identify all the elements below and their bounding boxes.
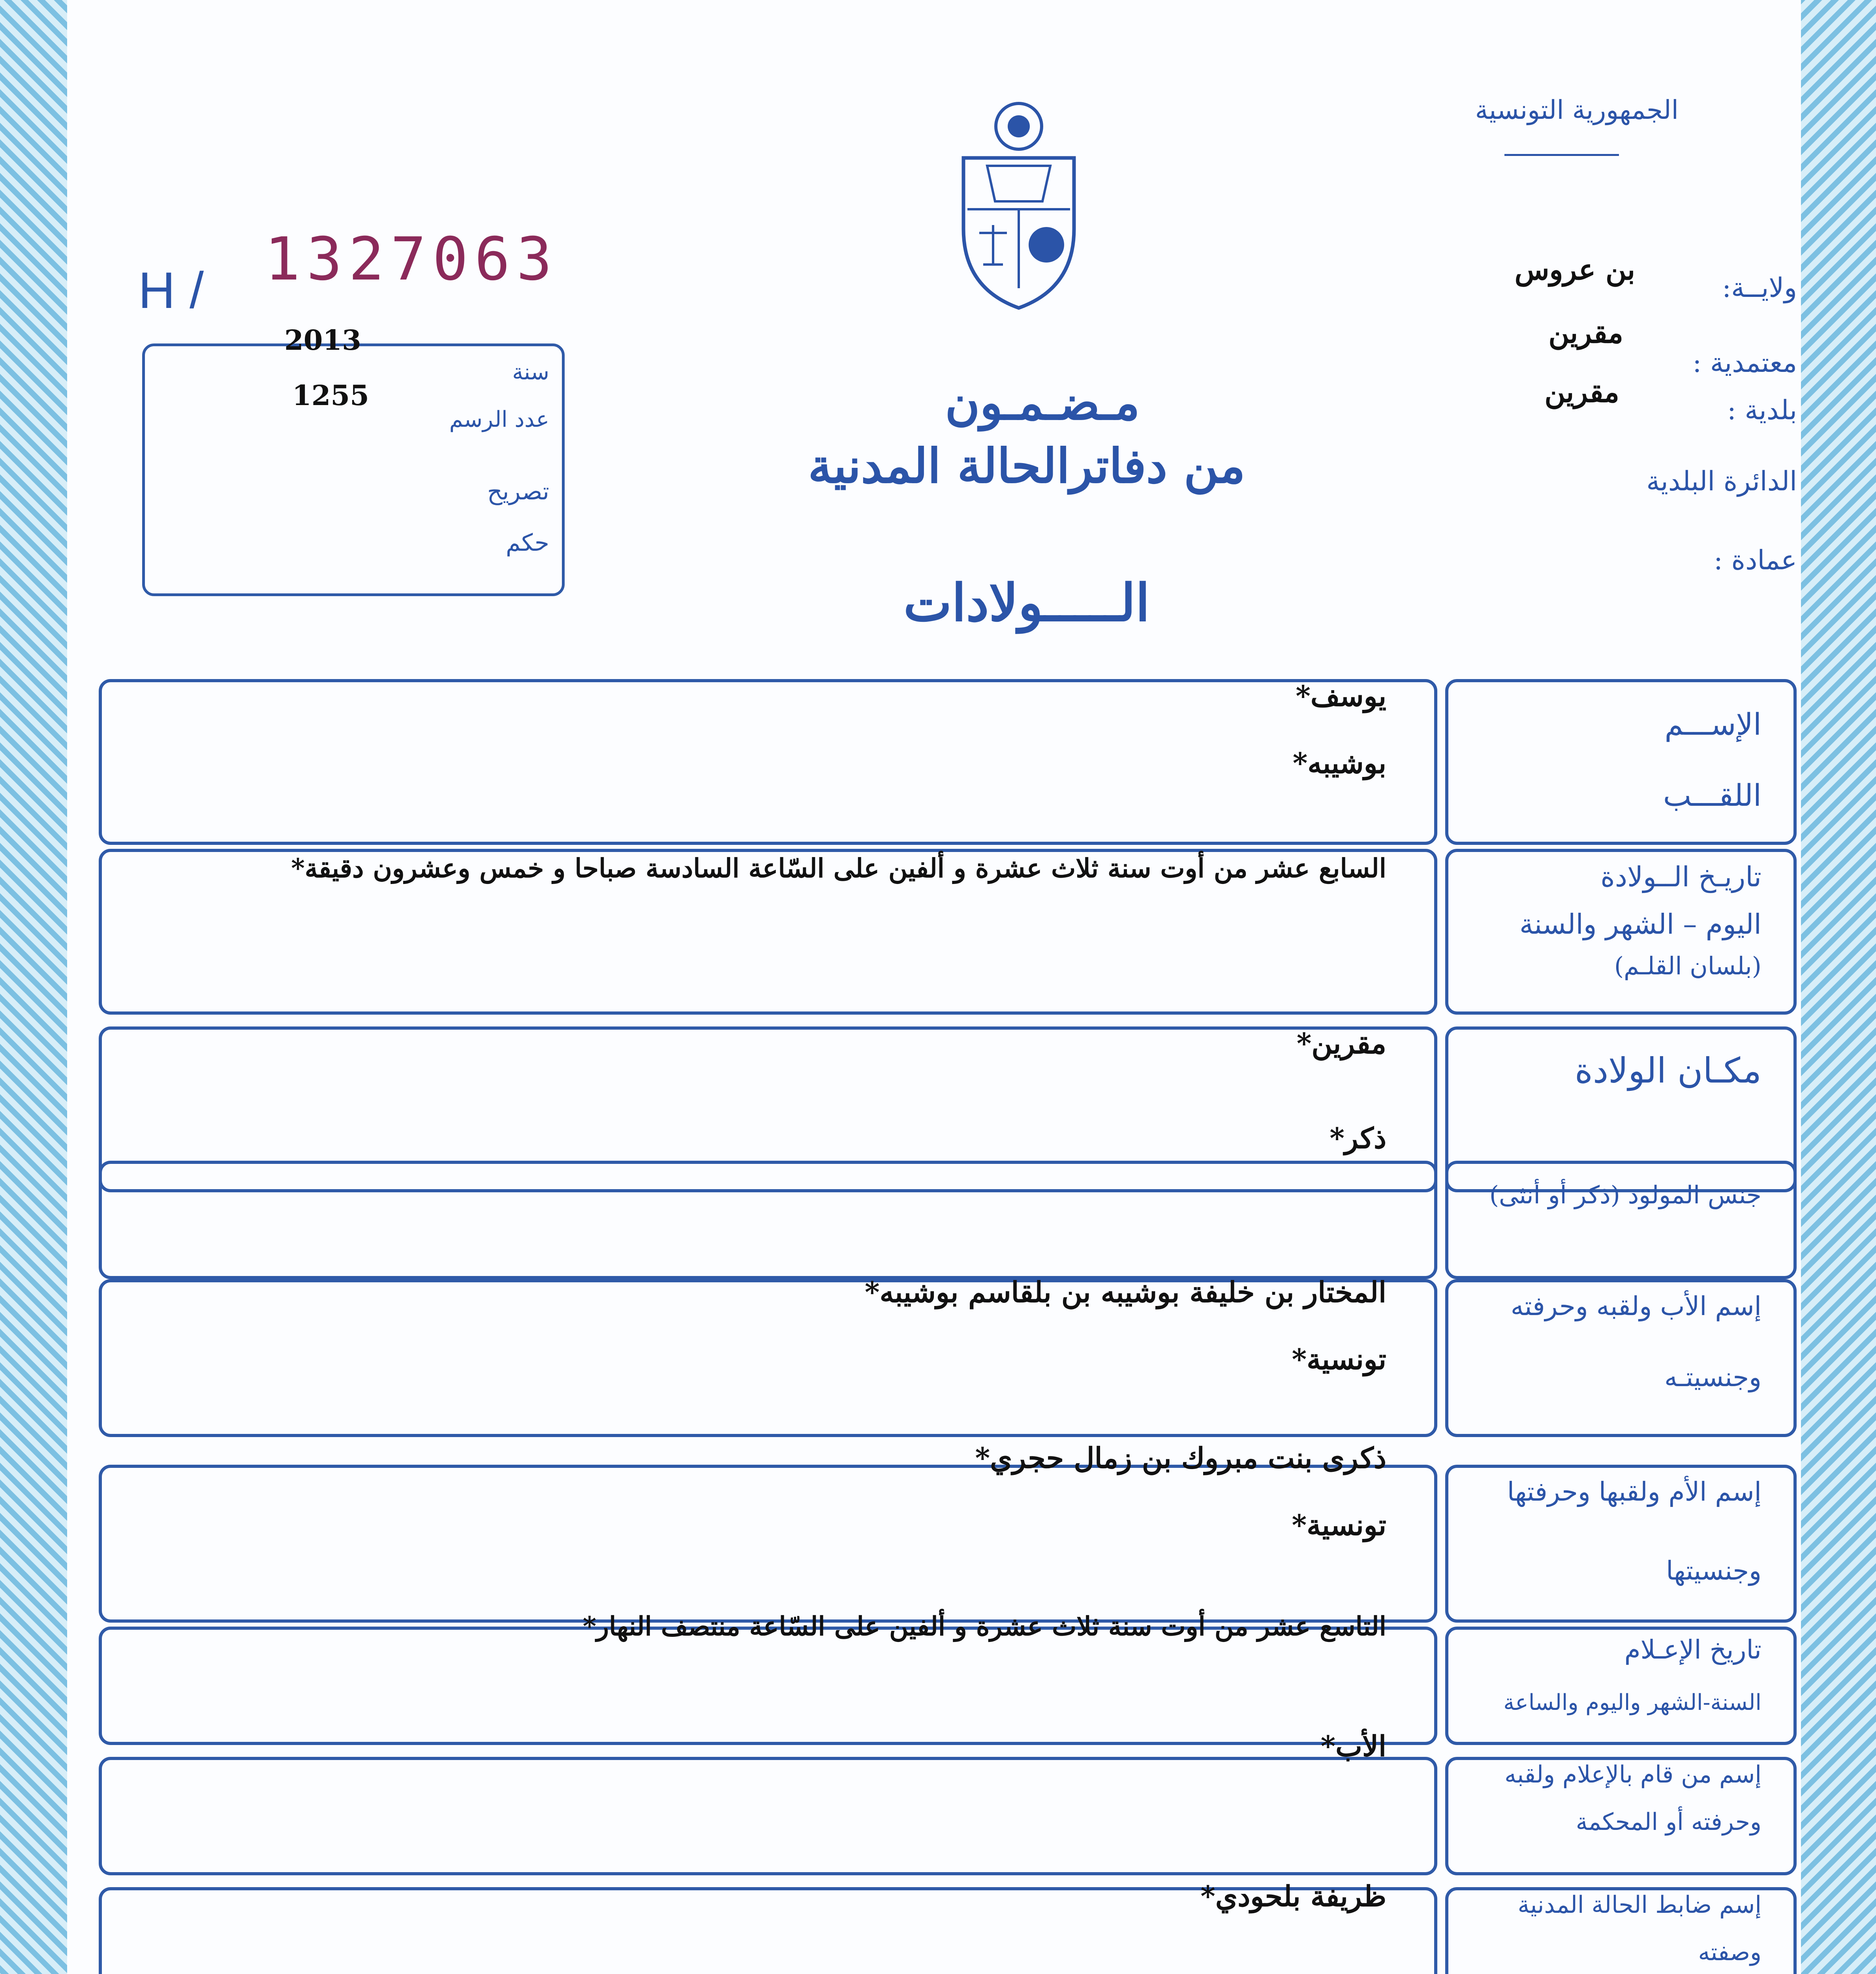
left-guilloche-border: [0, 0, 67, 1974]
row-value: الأب*: [1320, 1729, 1386, 1763]
row-value: المختار بن خليفة بوشيبه بن بلقاسم بوشيبه*: [864, 1275, 1386, 1309]
row-label: إسم الأب ولقبه وحرفته: [1510, 1291, 1761, 1321]
registry-declaration-label: تصريح: [487, 478, 549, 505]
row-label: اليوم – الشهر والسنة: [1519, 908, 1761, 940]
row-label: اللقـــب: [1663, 778, 1761, 813]
right-guilloche-border: [1801, 0, 1876, 1974]
row-label: إسم ضابط الحالة المدنية: [1517, 1891, 1761, 1919]
registry-year-label: سنة: [512, 359, 549, 385]
row-label-box: [1445, 1161, 1797, 1279]
delegation-value: مقرين: [1548, 316, 1623, 349]
title-civil-registers: من دفاترالحالة المدنية: [808, 438, 1245, 494]
sector-label: عمادة :: [1713, 545, 1797, 576]
row-label: (بلسان القلـم): [1614, 951, 1761, 980]
row-label: الإســـم: [1664, 707, 1761, 742]
registry-year-value: 2013: [284, 324, 361, 357]
row-value: ذكر*: [1330, 1121, 1386, 1155]
row-label: إسم الأم ولقبها وحرفتها: [1507, 1477, 1761, 1507]
row-value: تونسية*: [1292, 1342, 1386, 1376]
registry-number-label: عدد الرسم: [449, 407, 549, 432]
row-value: ذكرى بنت مبروك بن زمال حجري*: [975, 1441, 1386, 1475]
serial-number: 1327063: [265, 225, 559, 294]
republic-underline: [1504, 154, 1619, 156]
section-births: الـــــولادات: [903, 572, 1150, 633]
row-value-box: [99, 1161, 1437, 1279]
municipal-district-label: الدائرة البلدية: [1646, 466, 1797, 497]
row-label: وصفته: [1698, 1938, 1761, 1966]
row-value: يوسف*: [1296, 679, 1386, 713]
row-value-box: [99, 1465, 1437, 1623]
row-value: بوشيبه*: [1292, 746, 1386, 780]
governorate-value: بن عروس: [1514, 253, 1635, 286]
title-extract: مـضـمـون: [945, 375, 1140, 431]
row-value-box: [99, 1757, 1437, 1875]
row-label: تاريخ الإعـلام: [1624, 1634, 1761, 1665]
row-value: تونسية*: [1292, 1508, 1386, 1542]
row-label: جنس المولود (ذكر أو أنثى): [1489, 1180, 1761, 1209]
serial-prefix: H /: [138, 261, 204, 319]
row-label: وجنسيتها: [1666, 1556, 1761, 1586]
row-label: تاريـخ الــولادة: [1600, 861, 1761, 893]
row-value: السابع عشر من أوت سنة ثلاث عشرة و ألفين على السّاعة السادسة صباحا و خمس وعشرون دقيقة*: [291, 853, 1386, 884]
row-label-box: [1445, 679, 1797, 845]
row-label: وحرفته أو المحكمة: [1576, 1808, 1761, 1836]
municipality-value: مقرين: [1544, 375, 1619, 409]
registry-judgment-label: حكم: [505, 529, 549, 557]
governorate-label: ولايــة:: [1722, 272, 1797, 304]
coat-of-arms-icon: [952, 99, 1086, 312]
row-value: التاسع عشر من أوت سنة ثلاث عشرة و ألفين على السّاعة منتصف النهار*: [582, 1611, 1386, 1642]
row-value: ظريفة بلحودي*: [1200, 1879, 1386, 1913]
row-value: مقرين*: [1296, 1026, 1386, 1060]
row-label: السنة-الشهر واليوم والساعة: [1503, 1690, 1761, 1715]
row-label: وجنسيتـه: [1664, 1362, 1761, 1392]
registry-number-value: 1255: [292, 379, 369, 412]
row-label: مكـان الولادة: [1574, 1050, 1761, 1091]
row-value-box: [99, 1627, 1437, 1745]
delegation-label: معتمدية :: [1692, 347, 1797, 379]
row-label: إسم من قام بالإعلام ولقبه: [1504, 1761, 1761, 1788]
row-value-box: [99, 679, 1437, 845]
republic-heading: الجمهورية التونسية: [1475, 95, 1679, 125]
municipality-label: بلدية :: [1727, 395, 1797, 426]
